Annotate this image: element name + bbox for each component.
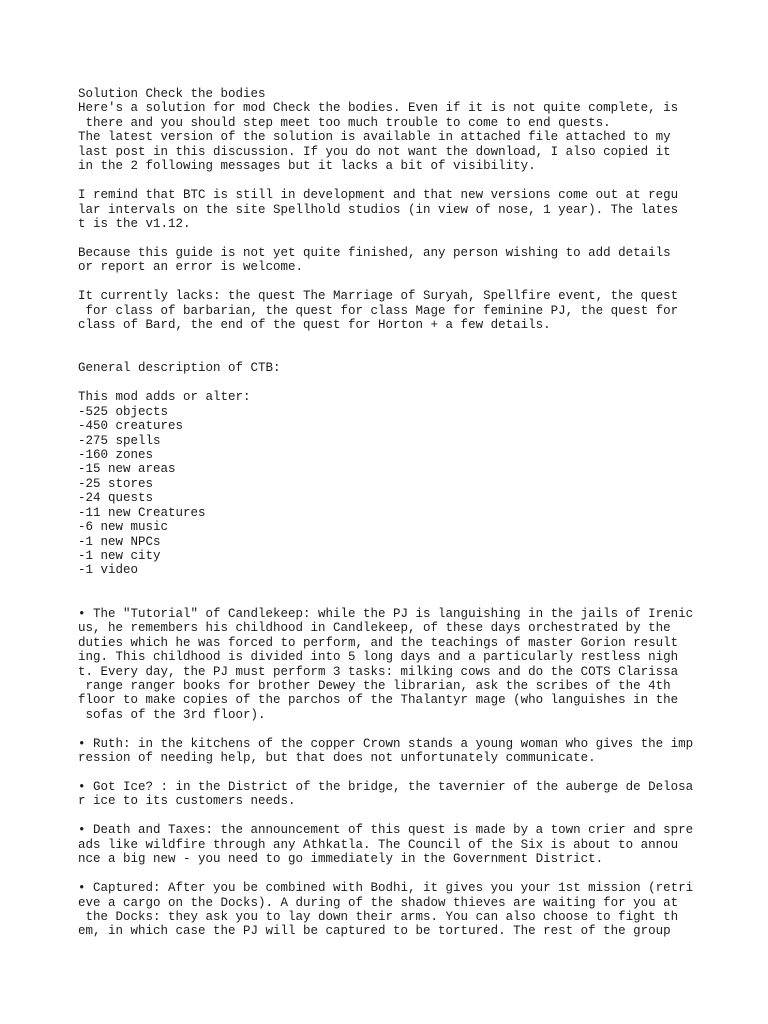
text-line: Here's a solution for mod Check the bodies. Even if it is not quite complete, is (78, 101, 679, 116)
text-line: Because this guide is not yet quite finished, any person wishing to add details (78, 245, 671, 260)
text-line: -1 new city (78, 549, 161, 563)
text-line: • The "Tutorial" of Candlekeep: while the PJ is languishing in the jails of Irenic (78, 606, 694, 621)
text-line: last post in this discussion. If you do not want the download, I also copied it (78, 144, 671, 159)
text-line: It currently lacks: the quest The Marriage of Suryah, Spellfire event, the quest (78, 289, 679, 304)
text-line: ads like wildfire through any Athkatla. The Council of the Six is about to annou (78, 837, 679, 852)
text-line: -25 stores (78, 476, 154, 491)
text-line: t. Every day, the PJ must perform 3 tasks: milking cows and do the COTS Clarissa (78, 664, 679, 679)
text-line: • Got Ice? : in the District of the bridge, the tavernier of the auberge de Delosa (78, 780, 694, 794)
text-line: • Ruth: in the kitchens of the copper Crown stands a young woman who gives the imp (78, 736, 694, 751)
text-line: nce a big new - you need to go immediately in the Government District. (78, 852, 604, 867)
blank-line (78, 592, 738, 606)
blank-line (78, 376, 738, 390)
text-line: The latest version of the solution is available in attached file attached to my (78, 130, 671, 145)
blank-line (78, 347, 738, 361)
text-line: General description of CTB: (78, 361, 281, 376)
text-line: sofas of the 3rd floor). (78, 707, 266, 722)
text-line: class of Bard, the end of the quest for Horton + a few details. (78, 318, 551, 332)
text-line: -160 zones (78, 447, 154, 462)
blank-line (78, 867, 738, 881)
document-body (78, 87, 738, 939)
text-line: -6 new music (78, 520, 169, 535)
text-line: or report an error is welcome. (78, 260, 304, 275)
blank-line (78, 722, 738, 736)
text-line: -15 new areas (78, 462, 176, 477)
blank-line (78, 809, 738, 823)
text-line: em, in which case the PJ will be captured to be tortured. The rest of the group (78, 924, 671, 939)
text-line: floor to make copies of the parchos of the Thalantyr mage (who languishes in the (78, 693, 679, 708)
blank-line (78, 332, 738, 346)
text-line: -11 new Creatures (78, 505, 206, 520)
text-line: lar intervals on the site Spellhold studios (in view of nose, 1 year). The lates (78, 202, 679, 217)
text-line: ression of needing help, but that does not unfortunately communicate. (78, 751, 596, 766)
blank-line (78, 766, 738, 780)
blank-line (78, 174, 738, 188)
text-line: This mod adds or alter: (78, 390, 251, 405)
text-line: us, he remembers his childhood in Candlekeep, of these days orchestrated by the (78, 621, 671, 636)
text-line: eve a cargo on the Docks). A during of the shadow thieves are waiting for you at (78, 895, 679, 910)
document-title: Solution Check the bodies (78, 87, 266, 101)
text-line: duties which he was forced to perform, and the teachings of master Gorion result (78, 635, 679, 650)
text-line: range ranger books for brother Dewey the librarian, ask the scribes of the 4th (78, 678, 671, 693)
text-line: -24 quests (78, 491, 154, 506)
blank-line (78, 275, 738, 289)
text-line: -1 video (78, 563, 139, 578)
text-line: in the 2 following messages but it lacks a bit of visibility. (78, 159, 536, 174)
blank-line (78, 231, 738, 245)
text-line: there and you should step meet too much trouble to come to end quests. (78, 115, 611, 130)
text-line: -1 new NPCs (78, 534, 161, 549)
text-line: • Captured: After you be combined with Bodhi, it gives you your 1st mission (retri (78, 881, 694, 896)
text-line: -275 spells (78, 433, 161, 448)
text-line: • Death and Taxes: the announcement of this quest is made by a town crier and spre (78, 823, 694, 838)
text-line: the Docks: they ask you to lay down their arms. You can also choose to fight th (78, 909, 679, 924)
text-line: r ice to its customers needs. (78, 794, 296, 809)
text-line: -525 objects (78, 404, 169, 419)
text-line: I remind that BTC is still in development and that new versions come out at regu (78, 188, 679, 203)
blank-line (78, 578, 738, 592)
text-line: t is the v1.12. (78, 216, 191, 231)
text-line: for class of barbarian, the quest for class Mage for feminine PJ, the quest for (78, 303, 679, 318)
text-line: -450 creatures (78, 419, 184, 434)
text-line: ing. This childhood is divided into 5 long days and a particularly restless nigh (78, 650, 679, 665)
